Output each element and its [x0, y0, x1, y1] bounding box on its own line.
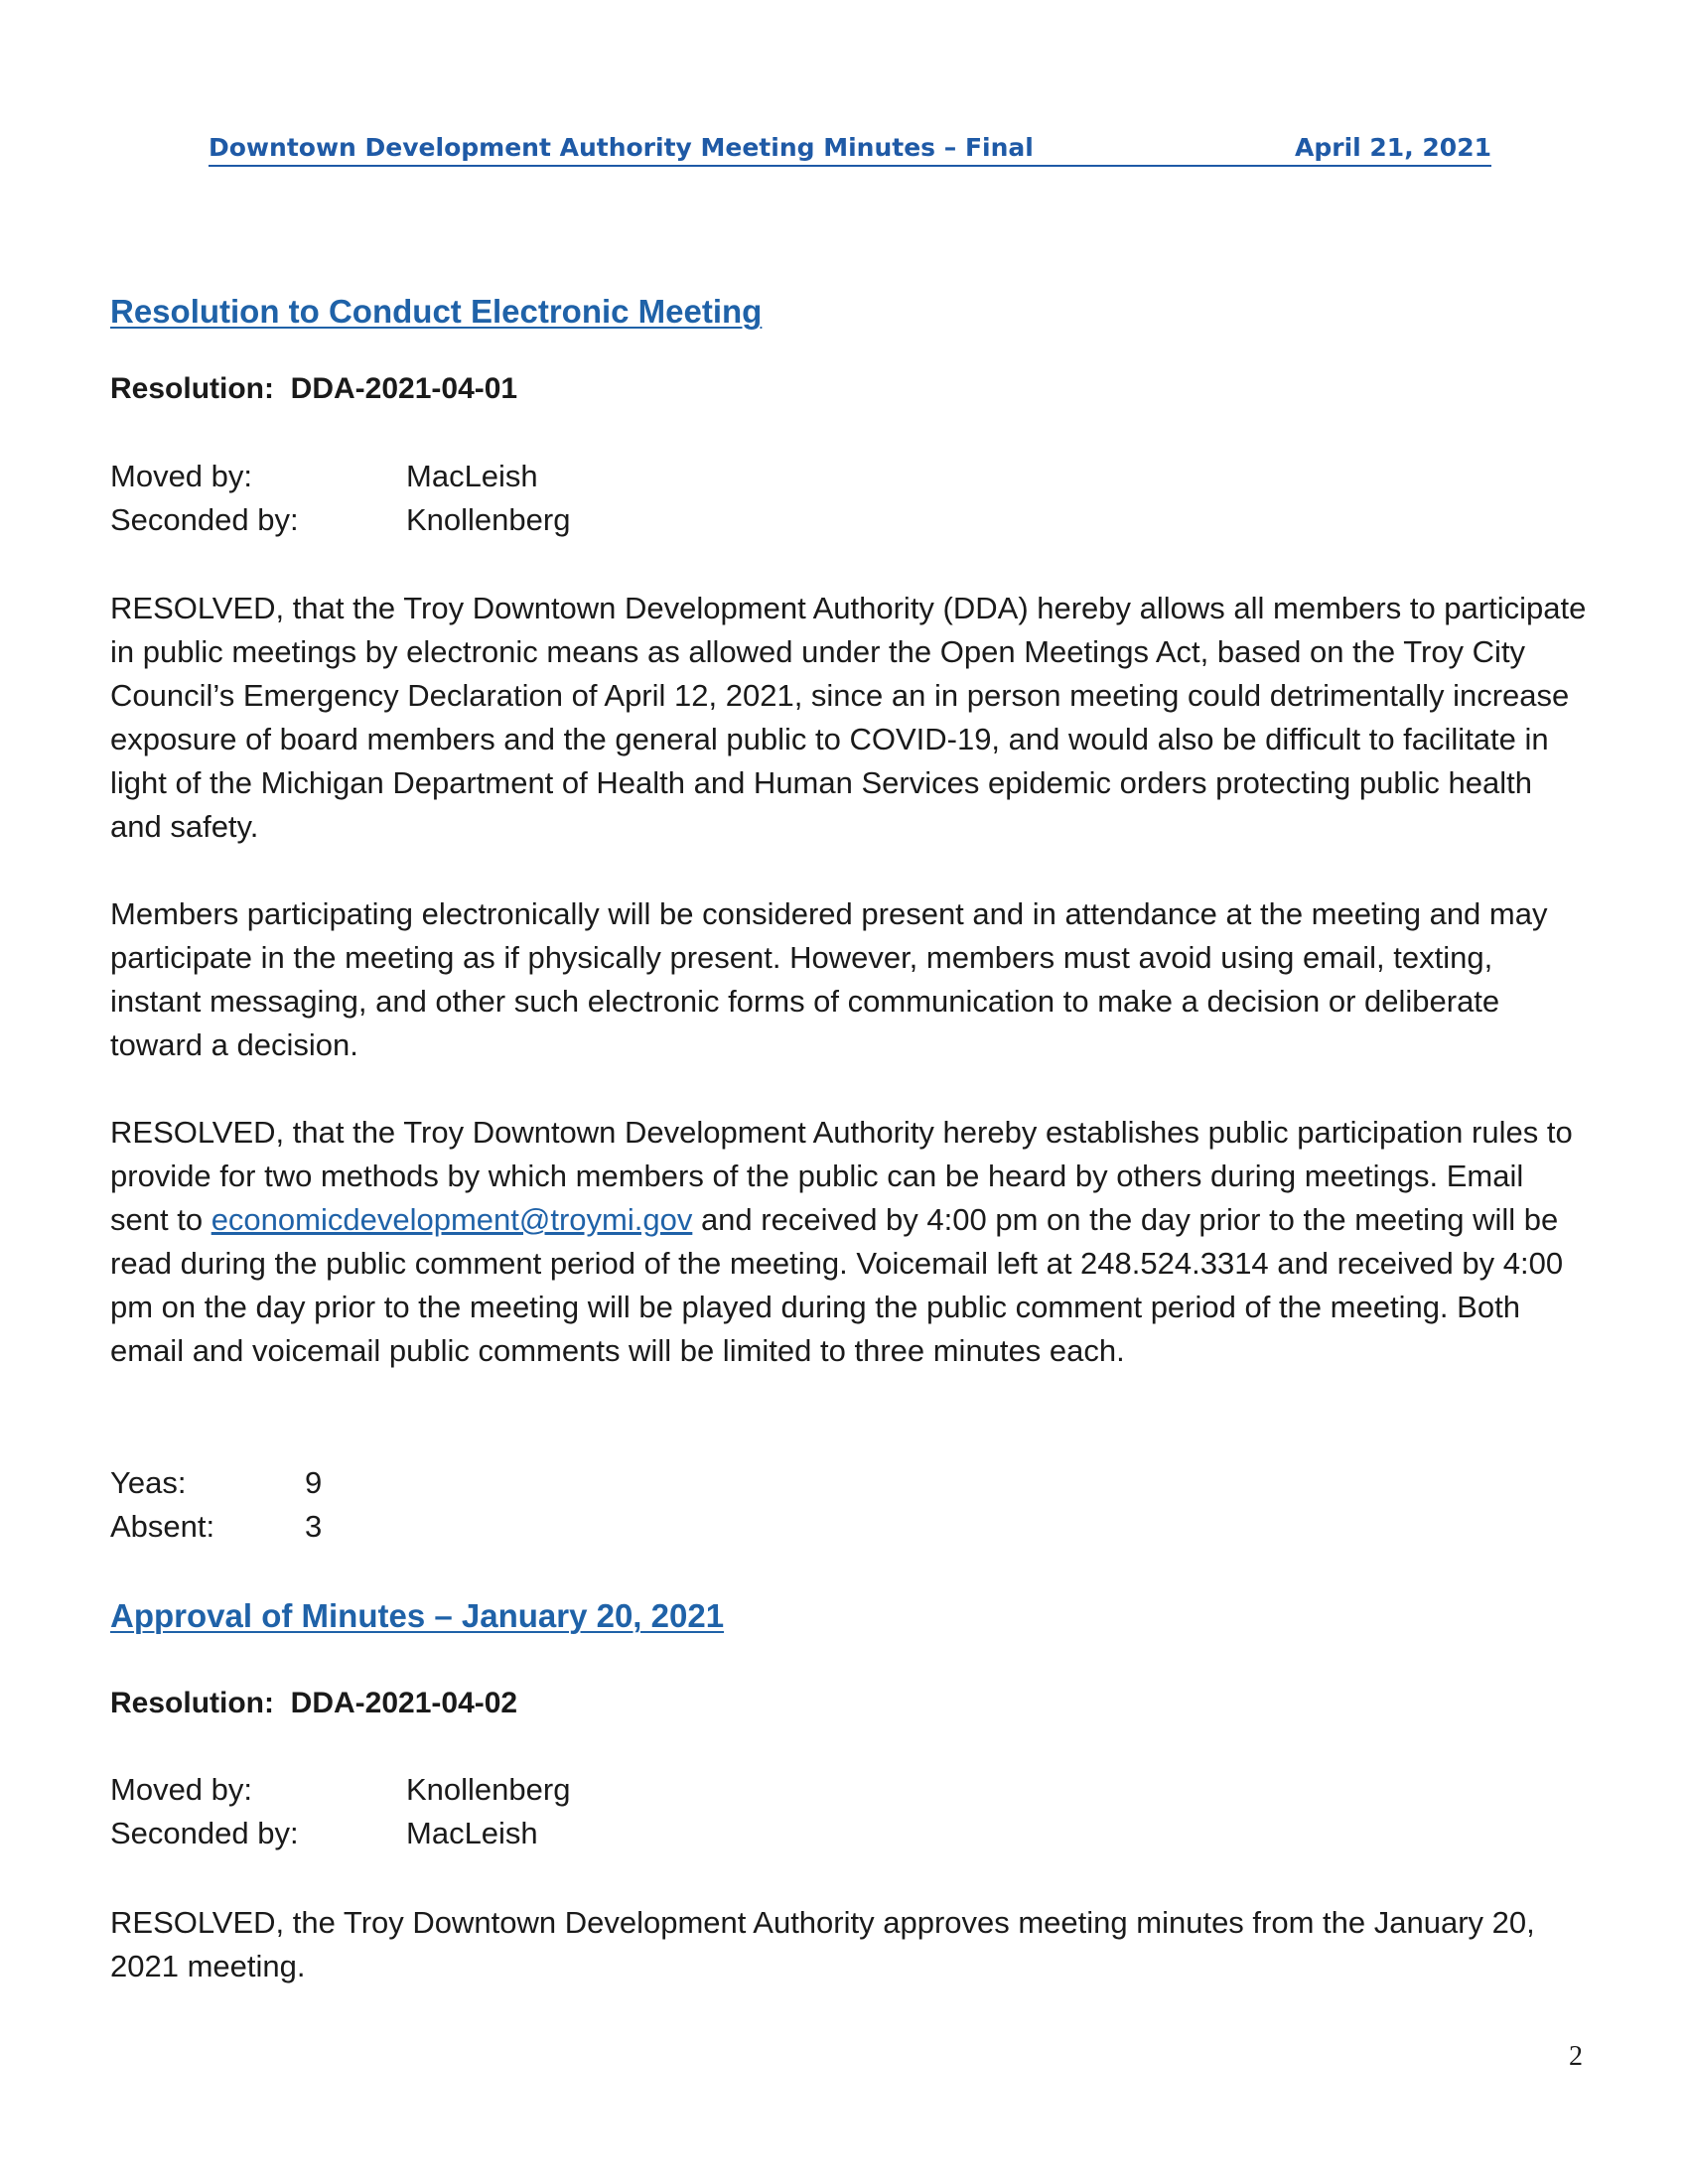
resolution-number: DDA-2021-04-02: [290, 1687, 518, 1719]
public-comment-paragraph: [110, 1111, 1590, 1373]
public-comment-text-before: RESOLVED, that the Troy Downtown Development Authority hereby establishes public participation rules to provide for two methods by which members of the public can be heard by others during meetings. Email sent to: [110, 1115, 1573, 1237]
page-number: 2: [1569, 2041, 1583, 2072]
absent-row: [110, 1505, 322, 1549]
moved-by-row: [110, 1768, 570, 1812]
header-date: April 21, 2021: [1295, 133, 1491, 162]
seconded-by-label: Seconded by:: [110, 1816, 299, 1850]
motion-block: [110, 1768, 570, 1855]
section-title-electronic-meeting: Resolution to Conduct Electronic Meeting: [110, 293, 763, 330]
yeas-value: 9: [305, 1465, 323, 1500]
seconded-by-value: MacLeish: [406, 1816, 538, 1850]
vote-block: [110, 1461, 322, 1549]
seconded-by-value: Knollenberg: [406, 502, 571, 537]
yeas-label: Yeas:: [110, 1465, 187, 1500]
email-link[interactable]: economicdevelopment@troymi.gov: [211, 1202, 693, 1237]
absent-value: 3: [305, 1509, 323, 1544]
moved-by-label: Moved by:: [110, 1772, 253, 1807]
participation-paragraph: Members participating electronically will be considered present and in attendance at the meeting and may participate in the meeting as if physically present. However, members must avoid using email, texting, instant messaging, and other such electronic forms of communication to make a decision or deliberate toward a decision.: [110, 896, 1548, 1062]
moved-by-row: [110, 455, 570, 498]
header-title: Downtown Development Authority Meeting Minutes – Final: [209, 133, 1034, 162]
resolution-paragraph: RESOLVED, that the Troy Downtown Development Authority (DDA) hereby allows all members to participate in public meetings by electronic means as allowed under the Open Meetings Act, based on the Troy City Council’s Emergency Declaration of April 12, 2021, since an in person meeting could detrimentally increase exposure of board members and the general public to COVID-19, and would also be difficult to facilitate in light of the Michigan Department of Health and Human Services epidemic orders protecting public health and safety.: [110, 591, 1587, 844]
moved-by-label: Moved by:: [110, 459, 253, 493]
running-header: [209, 133, 1491, 167]
public-comment-text-after: and received by 4:00 pm on the day prior to the meeting will be read during the public comment period of the meeting. Voicemail left at 248.524.3314 and received by 4:00 pm on the day prior to the meeting will be played during the public comment period of the meeting. Both email and voicemail public comments will be limited to three minutes each.: [110, 1202, 1564, 1368]
resolution-line: [110, 371, 517, 407]
resolution-label: Resolution:: [110, 372, 274, 405]
moved-by-value: MacLeish: [406, 459, 538, 493]
resolution-label: Resolution:: [110, 1687, 274, 1719]
section-title-approval-minutes: Approval of Minutes – January 20, 2021: [110, 1597, 725, 1634]
absent-label: Absent:: [110, 1509, 215, 1544]
resolution-number: DDA-2021-04-01: [290, 372, 518, 405]
resolution-line: [110, 1686, 517, 1721]
seconded-by-row: [110, 1812, 570, 1855]
moved-by-value: Knollenberg: [406, 1772, 571, 1807]
seconded-by-row: [110, 498, 570, 542]
seconded-by-label: Seconded by:: [110, 502, 299, 537]
motion-block: [110, 455, 570, 542]
approval-paragraph: RESOLVED, the Troy Downtown Development Authority approves meeting minutes from the January 20, 2021 meeting.: [110, 1905, 1535, 1983]
yeas-row: [110, 1461, 322, 1505]
